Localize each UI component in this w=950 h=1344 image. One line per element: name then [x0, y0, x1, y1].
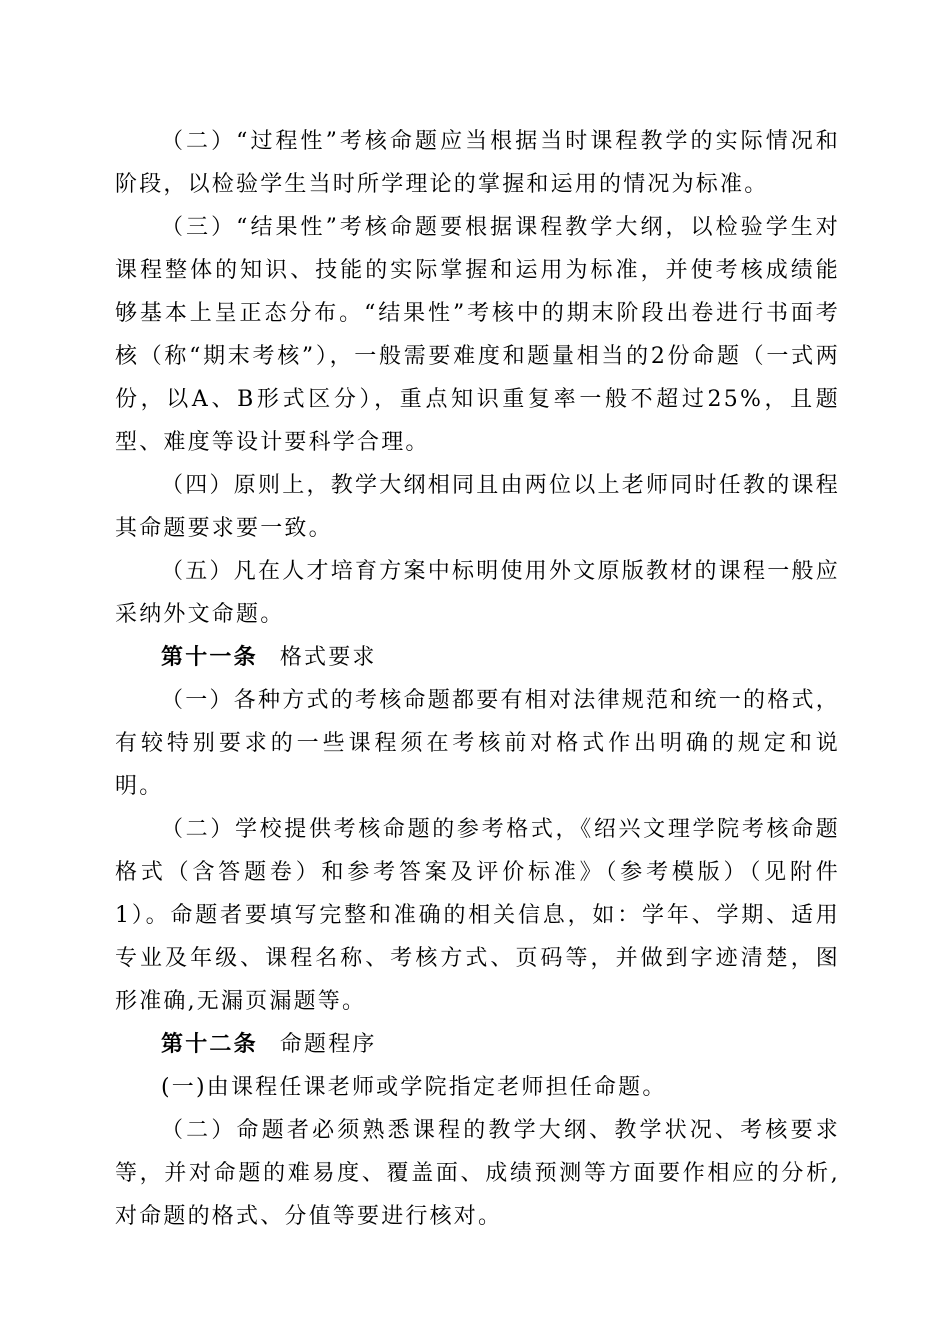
article-11-title: 格式要求 [279, 645, 377, 670]
article-11-number: 第十一条 [161, 644, 258, 670]
paragraph-consistency: （四）原则上，教学大纲相同且由两位以上老师同时任教的课程其命题要求要一致。 [115, 473, 840, 541]
paragraph-format-reference: （二）学校提供考核命题的参考格式，《绍兴文理学院考核命题格式（含答题卷）和参考答案及评价标准》（参考模版）（见附件1）。命题者要填写完整和准确的相关信息，如：学年、学期、适用专业及年级、课程名称、考核方式、页码等，并做到字迹清楚，图形准确,无漏页漏题等。 [115, 817, 840, 1014]
article-11-heading [115, 636, 840, 679]
paragraph-foreign-language: （五）凡在人才培育方案中标明使用外文原版教材的课程一般应采纳外文命题。 [115, 559, 840, 627]
article-12-heading [115, 1023, 840, 1066]
paragraph-format-unified: （一）各种方式的考核命题都要有相对法律规范和统一的格式，有较特别要求的一些课程须在考核前对格式作出明确的规定和说明。 [115, 688, 840, 799]
paragraph-procedure-analysis: （二）命题者必须熟悉课程的教学大纲、教学状况、考核要求等，并对命题的难易度、覆盖面、成绩预测等方面要作相应的分析,对命题的格式、分值等要进行核对。 [115, 1118, 840, 1229]
document-page [115, 120, 840, 1238]
article-12-title: 命题程序 [279, 1032, 377, 1057]
paragraph-result-assessment: （三）“结果性”考核命题要根据课程教学大纲，以检验学生对课程整体的知识、技能的实际掌握和运用为标准，并使考核成绩能够基本上呈正态分布。“结果性”考核中的期末阶段出卷进行书面考核（称“期末考核”），一般需要难度和题量相当的2份命题（一式两份，以A、B形式区分），重点知识重复率一般不超过25%，且题型、难度等设计要科学合理。 [115, 215, 840, 455]
paragraph-process-assessment: （二）“过程性”考核命题应当根据当时课程教学的实际情况和阶段，以检验学生当时所学理论的掌握和运用的情况为标准。 [115, 129, 840, 197]
paragraph-procedure-teacher: (一)由课程任课老师或学院指定老师担任命题。 [161, 1075, 667, 1100]
article-12-number: 第十二条 [161, 1031, 258, 1057]
